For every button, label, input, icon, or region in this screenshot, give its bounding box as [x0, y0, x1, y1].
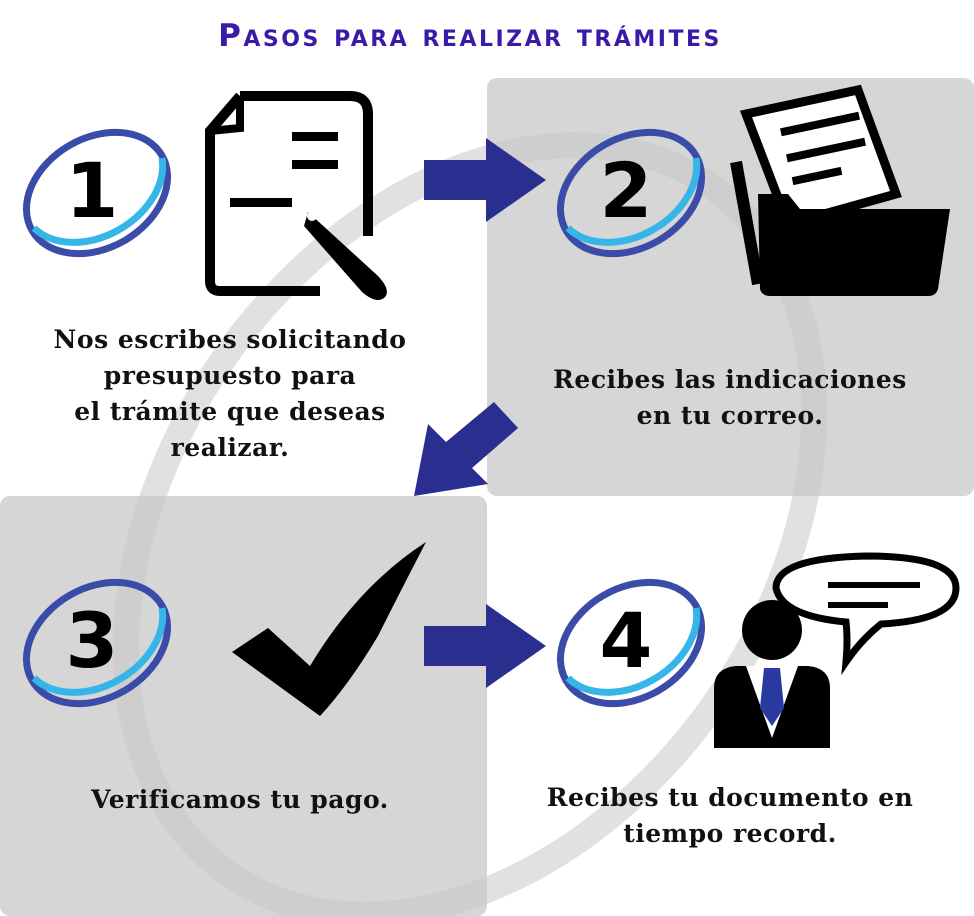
caption-line: Recibes las indicaciones	[553, 365, 907, 394]
caption-line: presupuesto para	[103, 361, 357, 390]
document-pen-icon	[200, 86, 410, 306]
caption-line: Recibes tu documento en	[546, 783, 914, 812]
caption-line: realizar.	[170, 433, 290, 462]
step-4-number: 4	[599, 595, 653, 685]
step-1-number: 1	[65, 145, 119, 235]
caption-line: el trámite que deseas	[74, 397, 386, 426]
step-3-caption	[20, 782, 460, 818]
step-4-caption	[510, 780, 950, 852]
step-1-caption	[20, 322, 440, 466]
step-3-number: 3	[65, 595, 119, 685]
caption-line: Nos escribes solicitando	[53, 325, 407, 354]
arrow-right-icon	[424, 604, 546, 688]
arrow-right-icon	[424, 138, 546, 222]
folder-documents-icon	[728, 84, 954, 298]
step-2-number: 2	[599, 145, 653, 235]
page-title: Pasos para realizar trámites	[218, 18, 722, 54]
caption-line: en tu correo.	[636, 401, 824, 430]
step-2-caption	[510, 362, 950, 434]
person-speech-icon	[706, 548, 968, 750]
caption-line: tiempo record.	[623, 819, 837, 848]
caption-line: Verificamos tu pago.	[91, 785, 389, 814]
checkmark-icon	[228, 536, 434, 720]
arrow-down-left-icon	[408, 402, 518, 498]
